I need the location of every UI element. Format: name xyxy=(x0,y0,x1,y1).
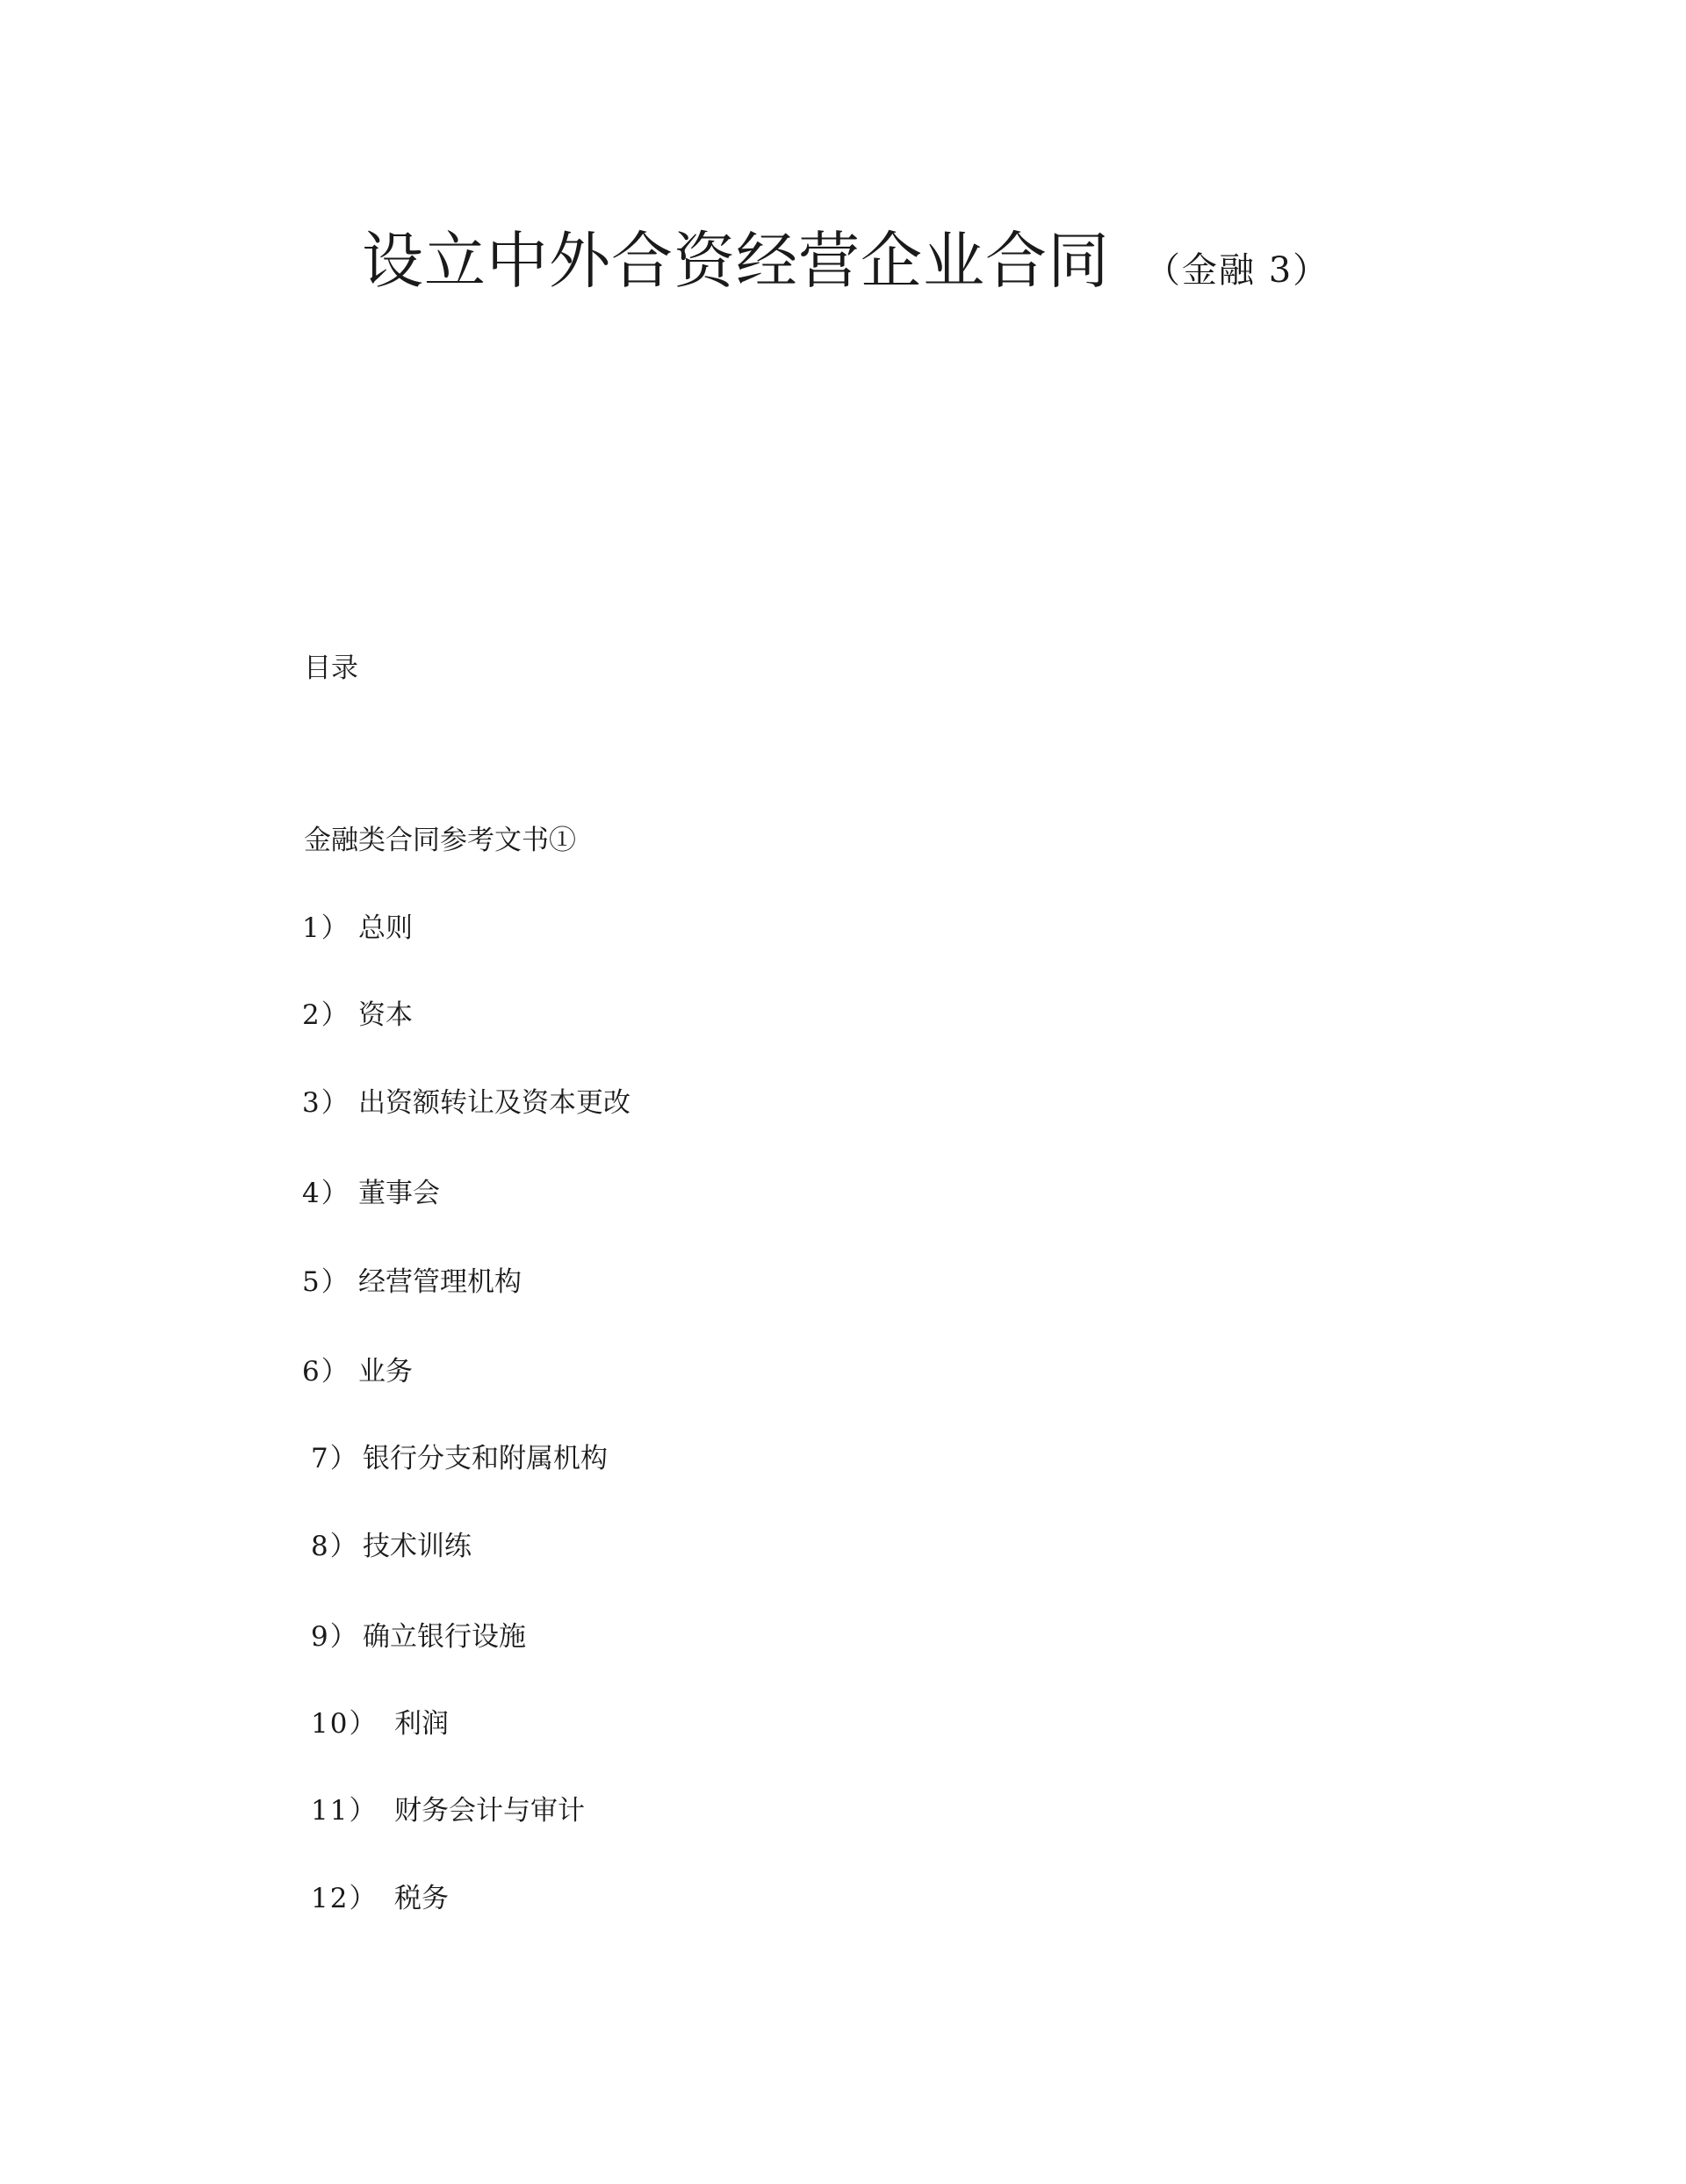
toc-item-label: 银行分支和附属机构 xyxy=(363,1443,608,1474)
document-subtitle: （金融 3） xyxy=(1145,250,1330,291)
toc-item-label: 财务会计与审计 xyxy=(394,1795,585,1827)
toc-item xyxy=(311,1885,449,1913)
toc-item-label: 业务 xyxy=(358,1356,413,1388)
toc-item-label: 技术训练 xyxy=(363,1531,472,1562)
toc-item xyxy=(311,1445,608,1473)
toc-item xyxy=(302,912,413,944)
toc-item-number: 11） xyxy=(311,1795,378,1827)
toc-item-label: 经营管理机构 xyxy=(358,1266,522,1298)
toc-item-number: 3） xyxy=(302,1087,350,1119)
toc-item xyxy=(311,1621,526,1653)
toc-item xyxy=(311,1708,449,1740)
page-title xyxy=(362,225,1330,297)
toc-item-label: 确立银行设施 xyxy=(363,1621,526,1653)
toc-item xyxy=(302,1087,630,1119)
toc-item xyxy=(311,1533,472,1561)
document-title: 设立中外合资经营企业合同 xyxy=(362,225,1110,297)
toc-item-number: 5） xyxy=(302,1266,350,1298)
toc-item xyxy=(311,1795,585,1827)
toc-item-number: 1） xyxy=(302,912,350,944)
toc-item-label: 资本 xyxy=(358,999,413,1031)
toc-item-number: 6） xyxy=(302,1356,350,1388)
toc-item-number: 2） xyxy=(302,999,350,1031)
toc-item-label: 税务 xyxy=(394,1883,449,1914)
toc-item-label: 董事会 xyxy=(358,1178,440,1209)
toc-item-number: 10） xyxy=(311,1708,378,1740)
toc-item-number: 12） xyxy=(311,1883,378,1914)
toc-item xyxy=(302,1266,522,1298)
toc-item-label: 出资额转让及资本更改 xyxy=(358,1087,630,1119)
toc-item-number: 8） xyxy=(311,1531,359,1562)
toc-heading: 目录 xyxy=(304,652,358,684)
toc-item xyxy=(302,1180,440,1207)
toc-item-number: 7） xyxy=(311,1443,359,1474)
toc-item xyxy=(302,999,413,1031)
toc-item xyxy=(302,1356,413,1388)
toc-item-label: 利润 xyxy=(394,1708,449,1740)
toc-section-title: 金融类合同参考文书① xyxy=(304,825,576,856)
toc-item-number: 9） xyxy=(311,1621,359,1653)
toc-item-number: 4） xyxy=(302,1178,350,1209)
toc-item-label: 总则 xyxy=(358,912,413,944)
